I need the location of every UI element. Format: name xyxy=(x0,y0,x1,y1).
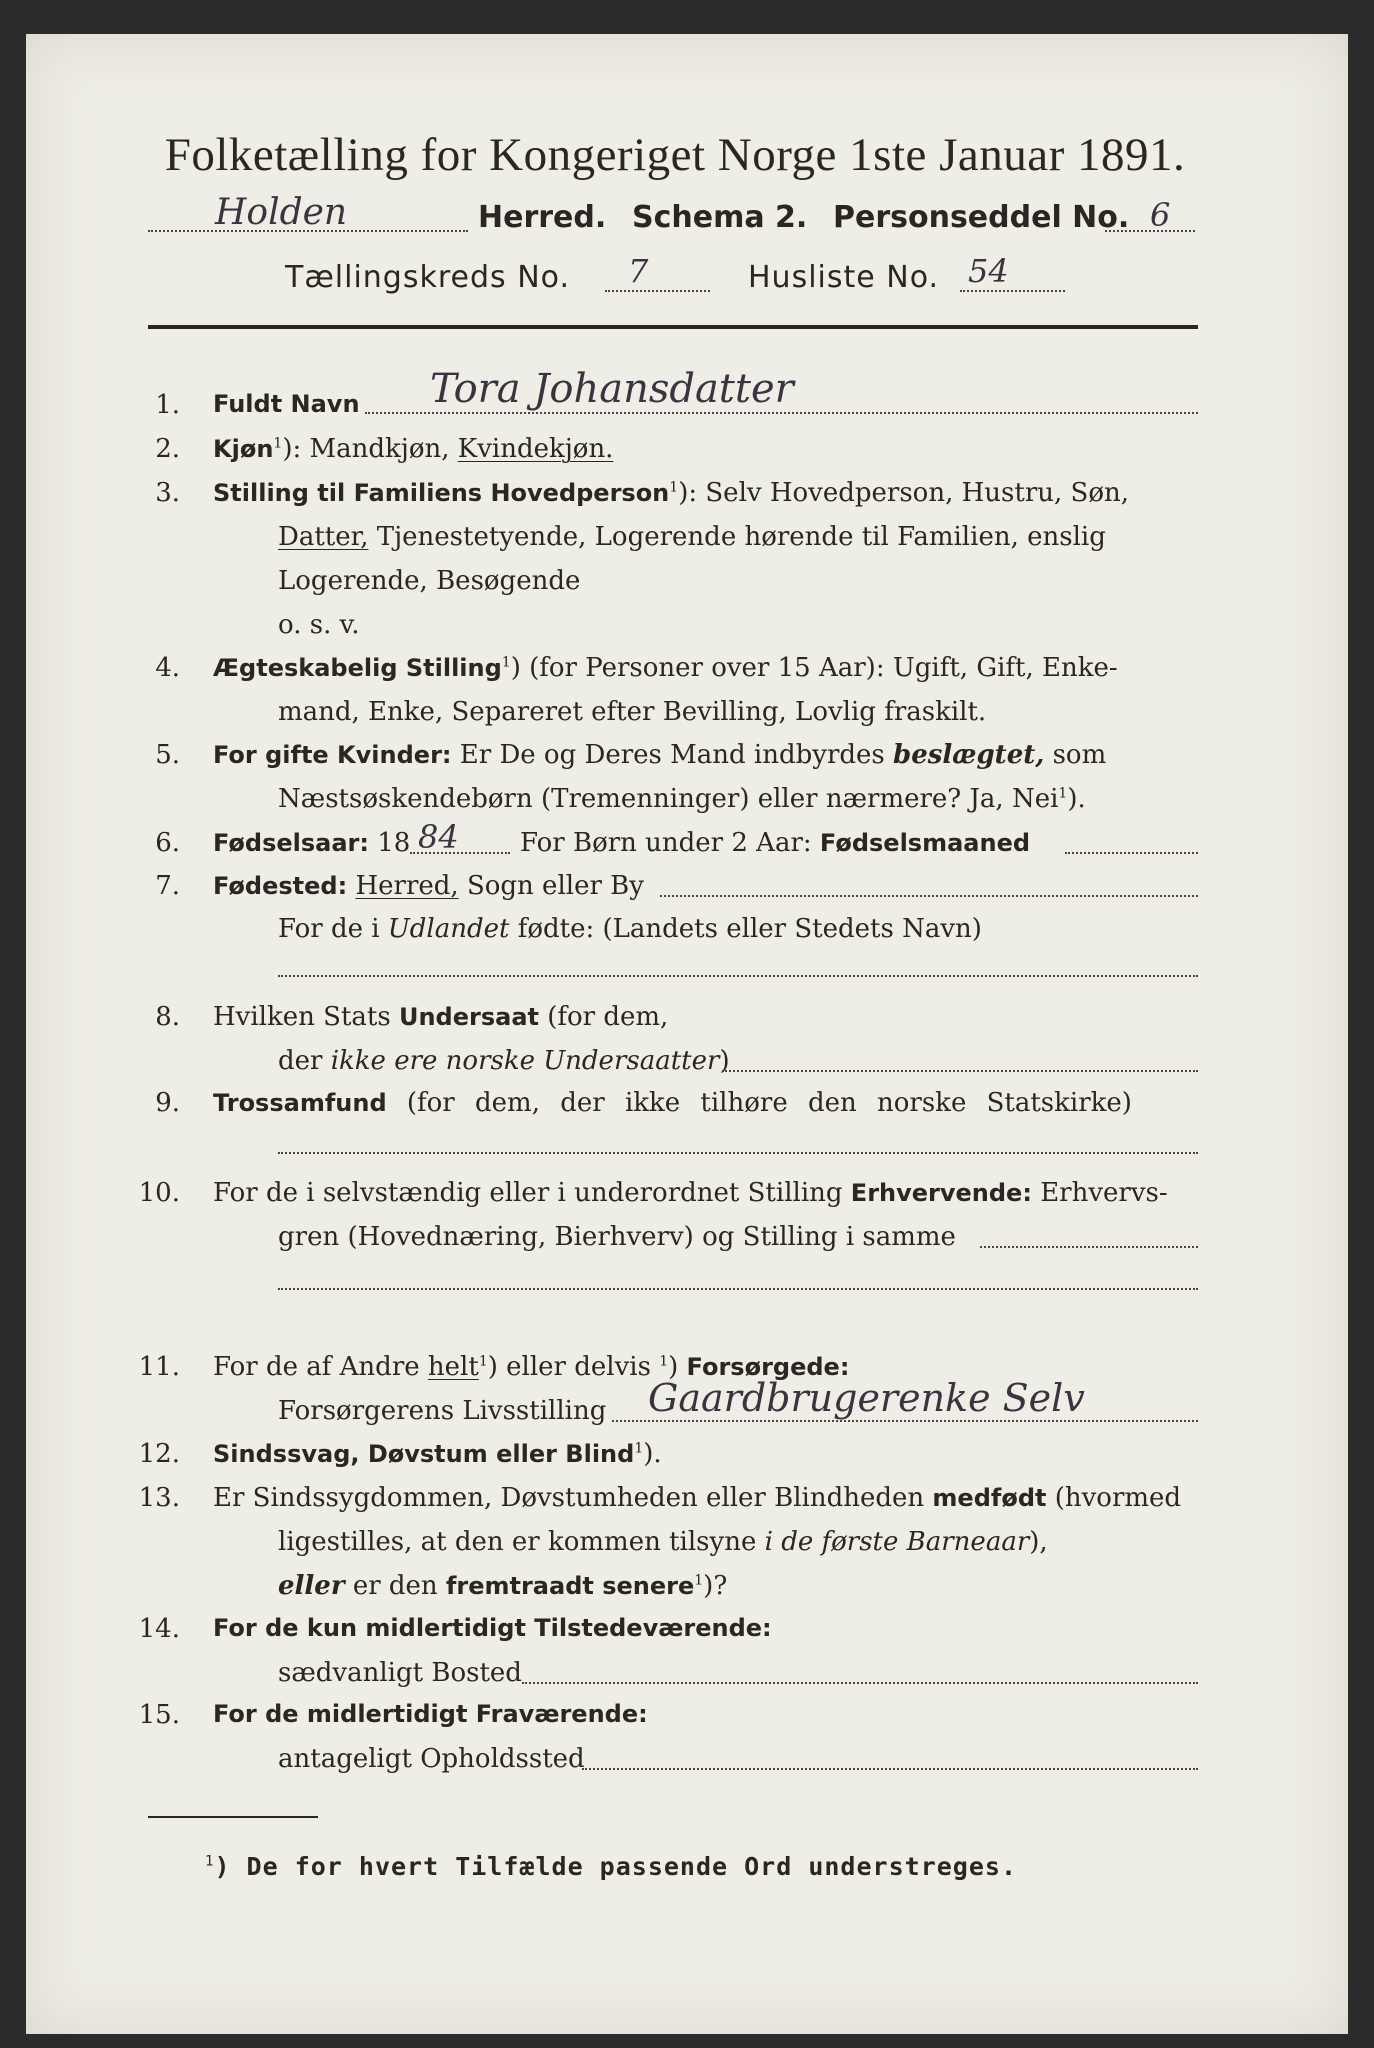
q13-line1-a: Er Sindssygdommen, Døvstumheden eller Blindheden xyxy=(213,1483,925,1513)
husliste-value: 54 xyxy=(968,252,1009,290)
q3-line2-text: Tjenestetyende, Logerende hørende til Familien, enslig xyxy=(376,522,1106,552)
q13-eller: eller xyxy=(278,1571,345,1601)
q13-line3 xyxy=(278,1571,727,1601)
q7-option-herred: Herred, xyxy=(355,871,459,901)
footnote-mark: 1 xyxy=(205,1853,215,1870)
q5-beslaegtet: beslægtet, xyxy=(893,740,1045,770)
q3-line1-text: ): Selv Hovedperson, Hustru, Søn, xyxy=(678,478,1130,508)
q7-label: Fødested: xyxy=(213,872,348,900)
q2-label: Kjøn xyxy=(213,435,274,463)
q11-footnote-mark-2: 1 xyxy=(659,1353,669,1370)
q5-line2-end: ). xyxy=(1067,784,1086,814)
q7-line1-text: Sogn eller By xyxy=(466,871,644,901)
herred-value: Holden xyxy=(215,192,348,233)
q6-month-dotted-line xyxy=(1065,852,1198,854)
q14-line2: sædvanligt Bosted xyxy=(278,1658,522,1688)
q9-dotted-line xyxy=(278,1152,1198,1154)
q7-line2 xyxy=(278,914,982,944)
schema-label: Schema 2. xyxy=(632,200,808,235)
q8-line1-a: Hvilken Stats xyxy=(213,1002,391,1032)
q14-label: For de kun midlertidigt Tilstedeværende: xyxy=(213,1614,772,1642)
q11-option-helt: helt xyxy=(427,1352,479,1382)
q5-line2-text: Næstsøskendebørn (Tremenninger) eller nærmere? Ja, Nei xyxy=(278,784,1059,814)
q9-text: (for dem, der ikke tilhøre den norske Statskirke) xyxy=(406,1088,1132,1118)
q4-footnote-mark: 1 xyxy=(501,654,511,671)
q13-line2-b: ), xyxy=(1029,1527,1048,1557)
q2-number: 2. xyxy=(155,434,180,464)
q13-line2-italic: i de første Barneaar xyxy=(764,1527,1030,1557)
q7-foreign-dotted-line xyxy=(278,975,1198,977)
q2-footnote-mark: 1 xyxy=(273,435,283,452)
q10-line1-b: Erhvervs- xyxy=(1040,1178,1168,1208)
taellingskreds-dotted-line xyxy=(605,290,710,292)
q12-number: 12. xyxy=(138,1439,180,1469)
q10-line2: gren (Hovednæring, Bierhverv) og Stilling i samme xyxy=(278,1222,956,1252)
q6-prefix: 18 xyxy=(377,828,411,858)
q7-number: 7. xyxy=(155,871,180,901)
q15-number: 15. xyxy=(138,1700,180,1730)
q12-end: ). xyxy=(643,1439,662,1469)
husliste-label: Husliste No. xyxy=(748,260,940,295)
q2-option-kvindekjon: Kvindekjøn. xyxy=(457,434,614,464)
q8-line1-b: (for dem, xyxy=(547,1002,669,1032)
q13-footnote-mark: 1 xyxy=(694,1572,704,1589)
q1-number: 1. xyxy=(155,390,180,420)
q6-rest-text: For Børn under 2 Aar: xyxy=(520,828,812,858)
q11-line1-a: For de af Andre xyxy=(213,1352,420,1382)
q7-line2-a: For de i xyxy=(278,914,380,944)
personseddel-value: 6 xyxy=(1150,196,1171,234)
q13-line2 xyxy=(278,1527,1048,1557)
q10-dotted-line-2 xyxy=(278,1288,1198,1290)
q1-dotted-line xyxy=(365,412,1198,414)
q7-line2-b: fødte: (Landets eller Stedets Navn) xyxy=(517,914,982,944)
q6-rest xyxy=(520,828,1030,858)
q11-number: 11. xyxy=(138,1352,180,1382)
q12-row xyxy=(213,1439,662,1469)
q3-line1 xyxy=(213,478,1129,508)
q8-line2-b: ) xyxy=(719,1046,730,1076)
q13-line1-b: (hvormed xyxy=(1054,1483,1182,1513)
q11-footnote-mark-1: 1 xyxy=(478,1353,488,1370)
taellingskreds-label: Tællingskreds No. xyxy=(285,260,570,295)
q3-number: 3. xyxy=(155,478,180,508)
q4-label: Ægteskabelig Stilling xyxy=(213,654,502,682)
q13-line3-a: er den xyxy=(352,1571,438,1601)
q5-footnote-mark: 1 xyxy=(1058,785,1068,802)
q3-option-datter: Datter, xyxy=(278,522,369,552)
q9-number: 9. xyxy=(155,1088,180,1118)
q4-line1 xyxy=(213,653,1118,683)
q2-row xyxy=(213,434,613,464)
q8-dotted-line xyxy=(722,1070,1198,1072)
q3-label: Stilling til Familiens Hovedperson xyxy=(213,479,670,507)
q5-line1-end: som xyxy=(1052,740,1107,770)
q10-dotted-line-1 xyxy=(980,1246,1198,1248)
q13-fremtraadt: fremtraadt senere xyxy=(445,1572,695,1600)
q6-row xyxy=(213,828,410,858)
q3-footnote-mark: 1 xyxy=(669,479,679,496)
q15-line2: antageligt Opholdssted xyxy=(278,1744,585,1774)
q11-line1-b: ) eller delvis xyxy=(487,1352,651,1382)
q10-number: 10. xyxy=(138,1178,180,1208)
header-divider xyxy=(148,325,1198,329)
footnote xyxy=(205,1852,1017,1881)
q15-dotted-line xyxy=(582,1768,1198,1770)
q4-line1-text: ) (for Personer over 15 Aar): Ugift, Gift, Enke- xyxy=(510,653,1118,683)
q8-number: 8. xyxy=(155,1002,180,1032)
q8-line2-italic: ikke ere norske Undersaatter xyxy=(330,1046,720,1076)
q5-label: For gifte Kvinder: xyxy=(213,741,452,769)
personseddel-label: Personseddel No. xyxy=(833,200,1130,235)
q13-number: 13. xyxy=(138,1483,180,1513)
q5-number: 5. xyxy=(155,740,180,770)
q2-text: ): Mandkjøn, xyxy=(282,434,450,464)
q4-number: 4. xyxy=(155,653,180,683)
q11-line1-c: ) xyxy=(668,1352,679,1382)
q14-number: 14. xyxy=(138,1614,180,1644)
q6-year-value: 84 xyxy=(418,818,459,856)
q8-undersaat: Undersaat xyxy=(398,1003,539,1031)
form-title: Folketælling for Kongeriget Norge 1ste Januar 1891. xyxy=(164,129,1186,181)
q3-line3: Logerende, Besøgende xyxy=(278,566,581,596)
q11-forsorgede: Forsørgede: xyxy=(686,1353,850,1381)
q8-line1 xyxy=(213,1002,668,1032)
q11-livsstilling-value: Gaardbrugerenke Selv xyxy=(648,1376,1085,1420)
q1-label: Fuldt Navn xyxy=(213,390,360,418)
q9-line1 xyxy=(213,1088,1132,1118)
taellingskreds-value: 7 xyxy=(628,252,649,290)
q13-line1 xyxy=(213,1483,1181,1513)
herred-label: Herred. xyxy=(478,200,607,235)
q6-label: Fødselsaar: xyxy=(213,829,369,857)
q5-line1 xyxy=(213,740,1106,770)
q13-medfodt: medfødt xyxy=(932,1484,1047,1512)
q3-line2 xyxy=(278,522,1106,552)
q8-line2-a: der xyxy=(278,1046,323,1076)
q11-line2: Forsørgerens Livsstilling xyxy=(278,1396,607,1426)
q5-line1-text: Er De og Deres Mand indbyrdes xyxy=(459,740,885,770)
q7-udlandet: Udlandet xyxy=(387,914,510,944)
q11-dotted-line xyxy=(612,1420,1198,1422)
q12-label: Sindssvag, Døvstum eller Blind xyxy=(213,1440,635,1468)
q10-erhvervende: Erhvervende: xyxy=(850,1179,1032,1207)
husliste-dotted-line xyxy=(960,290,1065,292)
q5-line2 xyxy=(278,784,1086,814)
q7-dotted-line xyxy=(660,895,1198,897)
q12-footnote-mark: 1 xyxy=(634,1440,644,1457)
q10-line1 xyxy=(213,1178,1168,1208)
q8-line2 xyxy=(278,1046,730,1076)
q7-line1 xyxy=(213,871,644,901)
q6-fodselsmaaned: Fødselsmaaned xyxy=(819,829,1031,857)
q14-dotted-line xyxy=(522,1682,1198,1684)
q9-label: Trossamfund xyxy=(213,1089,387,1117)
q13-line3-b: )? xyxy=(703,1571,728,1601)
q6-number: 6. xyxy=(155,828,180,858)
q10-line1-a: For de i selvstændig eller i underordnet Stilling xyxy=(213,1178,843,1208)
q13-line2-a: ligestilles, at den er kommen tilsyne xyxy=(278,1527,757,1557)
q15-label: For de midlertidigt Fraværende: xyxy=(213,1700,648,1728)
q4-line2: mand, Enke, Separeret efter Bevilling, Lovlig fraskilt. xyxy=(278,697,987,727)
census-form-page xyxy=(26,34,1348,2034)
footnote-rule xyxy=(148,1816,318,1818)
q3-line4: o. s. v. xyxy=(278,610,360,640)
q1-name-value: Tora Johansdatter xyxy=(430,366,794,412)
footnote-text: ) De for hvert Tilfælde passende Ord understreges. xyxy=(214,1852,1018,1881)
